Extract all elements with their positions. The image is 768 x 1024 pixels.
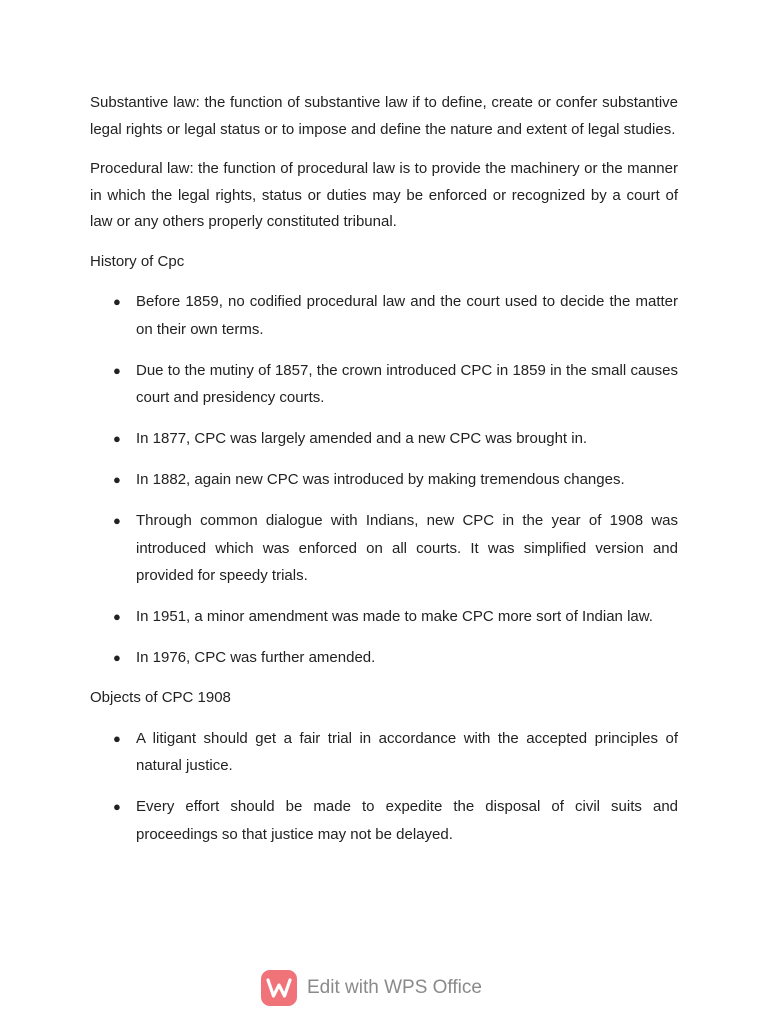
history-list [90,288,678,672]
list-item [90,425,678,453]
list-item-text: In 1976, CPC was further amended. [136,649,376,666]
list-item-text: Due to the mutiny of 1857, the crown introduced CPC in 1859 in the small causes court and presidency courts. [136,361,678,406]
list-item [90,288,678,343]
bullet-icon: ● [113,513,121,528]
list-item [90,507,678,590]
list-item [90,357,678,412]
list-item-text: Through common dialogue with Indians, new CPC in the year of 1908 was introduced which was enforced on all courts. It was simplified version and provided for speedy trials. [136,512,678,584]
list-item-text: Before 1859, no codified procedural law and the court used to decide the matter on their own terms. [136,293,678,338]
footer-label: Edit with WPS Office [307,977,482,998]
list-item [90,725,678,780]
objects-list [90,725,678,849]
bullet-icon: ● [113,650,121,665]
objects-heading: Objects of CPC 1908 [90,689,231,706]
bullet-icon: ● [113,799,121,814]
wps-office-logo-icon [261,970,297,1006]
paragraph-substantive-law: Substantive law: the function of substantive law if to define, create or confer substantive legal rights or legal status or to impose and define the nature and extent of legal studies. [90,94,678,138]
paragraph-procedural-law: Procedural law: the function of procedural law is to provide the machinery or the manner in which the legal rights, status or duties may be enforced or recognized by a court of law or any others properly constituted tribunal. [90,160,678,230]
list-item-text: Every effort should be made to expedite the disposal of civil suits and proceedings so that justice may not be delayed. [136,798,678,843]
bullet-icon: ● [113,362,121,378]
list-item [90,793,678,848]
list-item [90,644,678,672]
bullet-icon: ● [113,472,121,487]
list-item-text: A litigant should get a fair trial in accordance with the accepted principles of natural justice. [136,729,678,774]
bullet-icon: ● [113,730,121,746]
list-item [90,466,678,494]
history-heading: History of Cpc [90,252,185,270]
list-item-text: In 1882, again new CPC was introduced by making tremendous changes. [136,471,625,488]
list-item-text: In 1951, a minor amendment was made to make CPC more sort of Indian law. [136,608,653,625]
list-item [90,603,678,631]
bullet-icon: ● [113,294,121,309]
edit-with-wps-office-link[interactable] [261,970,482,1006]
bullet-icon: ● [113,609,121,624]
document-page [90,90,678,862]
list-item-text: In 1877, CPC was largely amended and a new CPC was brought in. [136,430,588,447]
bullet-icon: ● [113,431,121,446]
